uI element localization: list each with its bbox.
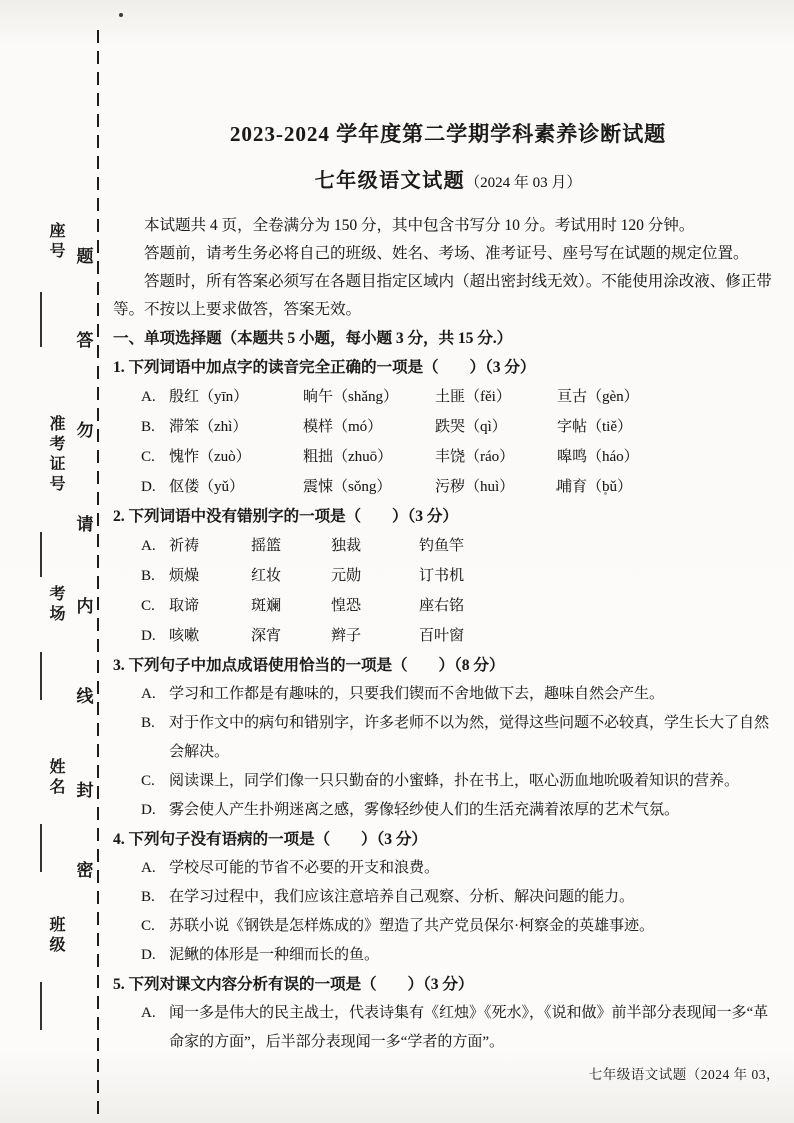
option-row [113, 854, 783, 883]
seal-phrase-char: 请 [76, 515, 94, 534]
seal-phrase-char: 封 [76, 781, 94, 800]
intro-paragraph-2: 答题前，请考生务必将自己的班级、姓名、考场、准考证号、座号写在试题的规定位置。 [144, 245, 749, 262]
option-row [113, 999, 783, 1057]
option-word: 红妆 [251, 568, 282, 584]
option-letter: B. [141, 889, 155, 905]
seal-field-blank-line [40, 292, 42, 347]
option-letter: A. [141, 538, 156, 554]
option-letter: C. [141, 773, 155, 789]
seal-phrase-char: 答 [76, 331, 94, 350]
option-word: 愧怍（zuò） [169, 449, 251, 465]
option-word: 土匪（fěi） [435, 389, 511, 405]
option-word: 斑斓 [251, 598, 282, 614]
option-word: 深宵 [251, 628, 282, 644]
option-text: 对于作文中的病句和错别字，许多老师不以为然，觉得这些问题不必较真，学生长大了自然会解决。 [169, 715, 770, 760]
seal-field-blank-line [40, 824, 42, 872]
option-letter: D. [141, 479, 156, 495]
option-word: 粗拙（zhuō） [303, 449, 393, 465]
option-word: 取谛 [169, 598, 200, 614]
option-row [113, 883, 783, 912]
option-letter: C. [141, 598, 155, 614]
option-letter: B. [141, 715, 155, 731]
option-row [113, 621, 783, 651]
option-row [113, 796, 783, 825]
seal-field-exam-room: 考场 [47, 585, 64, 625]
option-text: 苏联小说《钢铁是怎样炼成的》塑造了共产党员保尔·柯察金的英雄事迹。 [169, 918, 654, 934]
page-footer: 七年级语文试题（2024 年 03， [588, 1067, 780, 1082]
option-word: 亘古（gèn） [557, 389, 639, 405]
exam-title: 2023-2024 学年度第二学期学科素养诊断试题 [229, 122, 667, 146]
exam-subtitle [113, 164, 783, 194]
option-word: 惶恐 [331, 598, 362, 614]
option-word: 订书机 [419, 568, 465, 584]
option-word: 百叶窗 [419, 628, 465, 644]
question-stem: 1. 下列词语中加点字的读音完全正确的一项是（ ）（3 分） [113, 359, 536, 376]
intro-paragraph-1: 本试题共 4 页，全卷满分为 150 分，其中包含书写分 10 分。考试用时 120 分钟。 [144, 217, 695, 234]
question-stem: 2. 下列词语中没有错别字的一项是（ ）（3 分） [113, 508, 458, 525]
option-text: 阅读课上，同学们像一只只勤奋的小蜜蜂，扑在书上，呕心沥血地吮吸着知识的营养。 [169, 773, 740, 789]
question-3 [113, 651, 783, 825]
seal-phrase-char: 题 [76, 247, 94, 266]
option-text: 学校尽可能的节省不必要的开支和浪费。 [169, 860, 440, 876]
seal-phrase-char: 线 [76, 687, 94, 706]
option-row [113, 709, 783, 767]
seal-field-blank-line [40, 982, 42, 1030]
option-word: 烦燥 [169, 568, 200, 584]
option-letter: B. [141, 419, 155, 435]
seal-field-blank-line [40, 532, 42, 577]
option-row [113, 591, 783, 621]
option-word: 元勋 [331, 568, 362, 584]
section-heading: 一、单项选择题（本题共 5 小题，每小题 3 分，共 15 分.） [113, 330, 513, 347]
option-word: 祈祷 [169, 538, 200, 554]
option-word: 辫子 [331, 628, 362, 644]
option-word: 跌哭（qì） [435, 419, 507, 435]
option-word: 独裁 [331, 538, 362, 554]
option-text: 闻一多是伟大的民主战士，代表诗集有《红烛》《死水》，《说和做》前半部分表现闻一多“革命家的方面”，后半部分表现闻一多“学者的方面”。 [169, 1005, 769, 1050]
option-row [113, 412, 783, 442]
intro-paragraph-3: 答题时，所有答案必须写在各题目指定区域内（超出密封线无效）。不能使用涂改液、修正带等。不按以上要求做答，答案无效。 [113, 273, 772, 318]
option-text: 在学习过程中，我们应该注意培养自己观察、分析、解决问题的能力。 [169, 889, 635, 905]
option-letter: A. [141, 860, 156, 876]
option-row [113, 767, 783, 796]
option-letter: D. [141, 802, 156, 818]
seal-field-admission-number: 准考证号 [47, 415, 64, 495]
option-row [113, 941, 783, 970]
option-row [113, 912, 783, 941]
option-word: 摇篮 [251, 538, 282, 554]
seal-field-name: 姓名 [47, 758, 64, 798]
option-row [113, 472, 783, 502]
seal-phrase-char: 勿 [76, 421, 94, 440]
option-letter: D. [141, 947, 156, 963]
seal-field-class: 班级 [47, 916, 64, 956]
option-row [113, 561, 783, 591]
exam-content [113, 118, 783, 1057]
option-letter: C. [141, 449, 155, 465]
option-row [113, 442, 783, 472]
option-letter: D. [141, 628, 156, 644]
option-text: 泥鳅的体形是一种细而长的鱼。 [169, 947, 380, 963]
seal-field-seat-number: 座号 [47, 222, 64, 262]
option-text: 雾会使人产生扑朔迷离之感，雾像轻纱使人们的生活充满着浓厚的艺术气氛。 [169, 802, 680, 818]
option-word: 丰饶（ráo） [435, 449, 515, 465]
option-letter: C. [141, 918, 155, 934]
seal-phrase-char: 内 [76, 597, 94, 616]
option-word: 字帖（tiě） [557, 419, 632, 435]
option-word: 嗥鸣（háo） [557, 449, 639, 465]
option-row [113, 680, 783, 709]
question-stem: 3. 下列句子中加点成语使用恰当的一项是（ ）（8 分） [113, 657, 505, 674]
option-row [113, 531, 783, 561]
question-2 [113, 502, 783, 651]
option-word: 伛偻（yǔ） [169, 479, 245, 495]
option-word: 殷红（yīn） [169, 389, 249, 405]
exam-subtitle-main: 七年级语文试题 [314, 170, 466, 192]
option-letter: A. [141, 1005, 156, 1021]
option-letter: A. [141, 686, 156, 702]
scan-artifact-dot [119, 13, 123, 17]
option-letter: A. [141, 389, 156, 405]
option-word: 震悚（sǒng） [303, 479, 392, 495]
option-word: 座右铭 [419, 598, 465, 614]
option-word: 滞笨（zhì） [169, 419, 248, 435]
option-text: 学习和工作都是有趣味的，只要我们锲而不舍地做下去，趣味自然会产生。 [169, 686, 665, 702]
question-4 [113, 825, 783, 970]
question-stem: 5. 下列对课文内容分析有误的一项是（ ）（3 分） [113, 976, 474, 993]
option-word: 咳嗽 [169, 628, 200, 644]
seal-phrase-char: 密 [76, 861, 94, 880]
option-word: 污秽（huì） [435, 479, 515, 495]
option-word: 晌午（shǎng） [303, 389, 398, 405]
option-letter: B. [141, 568, 155, 584]
seal-dashed-line [97, 30, 99, 1118]
question-1 [113, 353, 783, 502]
option-row [113, 382, 783, 412]
seal-field-blank-line [40, 652, 42, 700]
option-word: 模样（mó） [303, 419, 383, 435]
option-word: 哺育（bǔ） [557, 479, 633, 495]
question-5 [113, 970, 783, 1057]
exam-subtitle-note: （2024 年 03 月） [465, 175, 582, 191]
question-stem: 4. 下列句子没有语病的一项是（ ）（3 分） [113, 831, 427, 848]
option-word: 钓鱼竿 [419, 538, 465, 554]
